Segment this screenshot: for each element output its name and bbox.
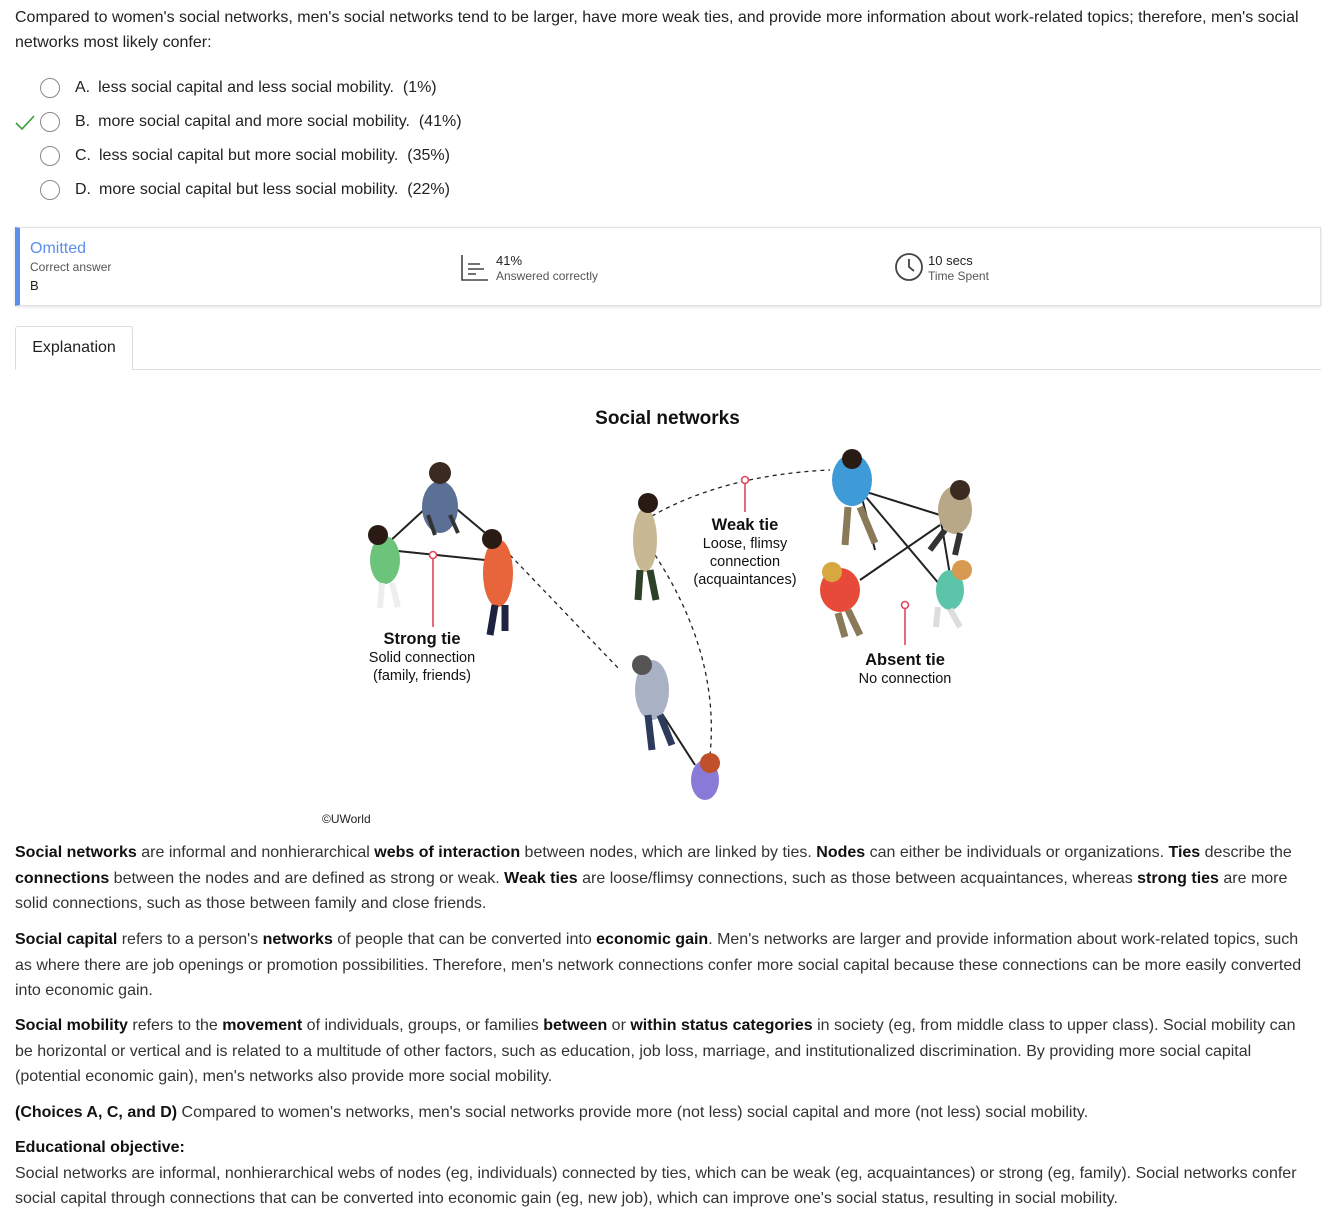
text-run: Compared to women's networks, men's social networks provide more (not less) social capital and more (not less) social mobility. [177, 1104, 1089, 1121]
time-spent-value: 10 secs [928, 253, 973, 268]
strong-tie-label [357, 630, 487, 685]
absent-tie-label [840, 651, 970, 688]
choice-a-percent: (1%) [402, 79, 437, 96]
social-networks-figure [300, 395, 1030, 835]
bold-term: Nodes [816, 844, 866, 861]
choice-a-letter: A. [75, 79, 91, 96]
choice-c-text: less social capital but more social mobility. [99, 147, 399, 164]
correct-check-icon [15, 115, 35, 131]
percent-correct-label: Answered correctly [496, 269, 599, 283]
choice-c-letter: C. [75, 147, 91, 164]
correct-answer-value: B [30, 278, 39, 293]
choice-a[interactable] [15, 72, 615, 106]
choice-d-radio[interactable] [40, 180, 60, 200]
text-run: are loose/flimsy connections, such as those between acquaintances, whereas [577, 869, 1138, 887]
tab-explanation[interactable]: Explanation [15, 326, 133, 370]
text-run: between nodes, which are linked by ties. [520, 844, 817, 861]
correct-answer-label: Correct answer [30, 260, 112, 274]
text-run: refers to the [127, 1017, 223, 1034]
choice-b-radio[interactable] [40, 112, 60, 132]
strong-tie-line1: Solid connection [368, 650, 476, 666]
educational-objective [15, 1135, 1315, 1212]
bold-term: webs of interaction [374, 844, 521, 861]
strong-tie-title: Strong tie [383, 630, 461, 648]
text-run: describe the [1200, 844, 1292, 861]
choice-a-text: less social capital and less social mobility. [98, 79, 394, 96]
objective-heading: Educational objective: [15, 1139, 185, 1156]
choice-c-percent: (35%) [407, 147, 450, 164]
bar-chart-icon [460, 254, 490, 282]
bold-term: Weak ties [504, 869, 578, 887]
explanation-paragraph-2 [15, 927, 1315, 1004]
explanation-paragraph-1 [15, 840, 1315, 917]
choice-d-text: more social capital but less social mobility. [99, 181, 399, 198]
bold-term: strong ties [1137, 869, 1219, 887]
choice-b[interactable] [15, 106, 615, 140]
text-run: of people that can be converted into [332, 931, 597, 948]
answer-stats-panel [15, 227, 1321, 306]
text-run: of individuals, groups, or families [302, 1017, 544, 1034]
text-run: in society (eg, from middle class to upper class). Social mobility can be horizontal or vertical and is related to a multitude of other factors, such as education, job loss, marriage, and institutionalized discrimination. By providing more social capital (potential economic gain), men's networks also provide more social mobility. [15, 1017, 1296, 1086]
weak-tie-title: Weak tie [711, 516, 779, 534]
bold-term: connections [15, 869, 110, 887]
time-spent-label: Time Spent [928, 269, 989, 283]
explanation-paragraph-3 [15, 1013, 1315, 1090]
answer-choices [15, 72, 615, 208]
copyright-text: ©UWorld [322, 812, 371, 826]
text-run: are more solid connections, such as those between family and close friends. [15, 869, 1288, 913]
weak-tie-line2: connection [709, 554, 781, 570]
bold-term: Social networks [15, 844, 137, 861]
absent-tie-line1: No connection [858, 671, 952, 687]
absent-tie-title: Absent tie [865, 651, 945, 669]
choice-c-radio[interactable] [40, 146, 60, 166]
bold-term: between [543, 1017, 608, 1034]
text-run: between the nodes and are defined as strong or weak. [109, 869, 505, 887]
bold-term: networks [262, 931, 333, 948]
bold-term: Social capital [15, 931, 118, 948]
person-figures [368, 449, 972, 800]
status-omitted: Omitted [30, 240, 87, 257]
network-illustration [300, 395, 1030, 835]
bold-term: Social mobility [15, 1017, 128, 1034]
choice-a-radio[interactable] [40, 78, 60, 98]
question-stem: Compared to women's social networks, men's social networks tend to be larger, have more weak ties, and provide more information about work-related topics; therefore, men's social networks most likely confer: [15, 9, 1299, 51]
clock-icon [894, 252, 924, 282]
bold-term: within status categories [630, 1017, 813, 1034]
tab-bar [15, 326, 1321, 370]
choice-b-percent: (41%) [418, 113, 462, 130]
bold-term: (Choices A, C, and D) [15, 1104, 178, 1121]
choice-d-letter: D. [75, 181, 91, 198]
weak-tie-label [680, 516, 810, 589]
explanation-paragraph-4 [15, 1100, 1315, 1126]
choice-b-text: more social capital and more social mobility. [98, 113, 410, 130]
bold-term: movement [222, 1017, 303, 1034]
weak-tie-line1: Loose, flimsy [702, 536, 788, 552]
choice-c[interactable] [15, 140, 615, 174]
objective-text: Social networks are informal, nonhierarchical webs of nodes (eg, individuals) connected by ties, which can be weak (eg, acquaintances) or strong (eg, family). Social networks confer social capital through connections that can be converted into economic gain (eg, new job), which can improve one's social status, resulting in social mobility. [15, 1164, 1297, 1208]
bold-term: economic gain [596, 931, 709, 948]
bold-term: Ties [1168, 844, 1201, 861]
text-run: or [607, 1017, 631, 1034]
figure-title: Social networks [595, 408, 740, 429]
choice-d[interactable] [15, 174, 615, 208]
percent-correct-value: 41% [496, 253, 523, 268]
strong-tie-line2: (family, friends) [372, 668, 472, 684]
text-run: refers to a person's [117, 931, 263, 948]
weak-tie-line3: (acquaintances) [693, 572, 797, 588]
text-run: are informal and nonhierarchical [136, 844, 375, 861]
choice-b-letter: B. [75, 113, 91, 130]
choice-d-percent: (22%) [407, 181, 450, 198]
text-run: . Men's networks are larger and provide information about work-related topics, such as where there are job openings or promotion possibilities. Therefore, men's network connections confer more social capital because these connections can be more easily converted into economic gain. [15, 931, 1302, 1000]
text-run: can either be individuals or organizations. [865, 844, 1169, 861]
